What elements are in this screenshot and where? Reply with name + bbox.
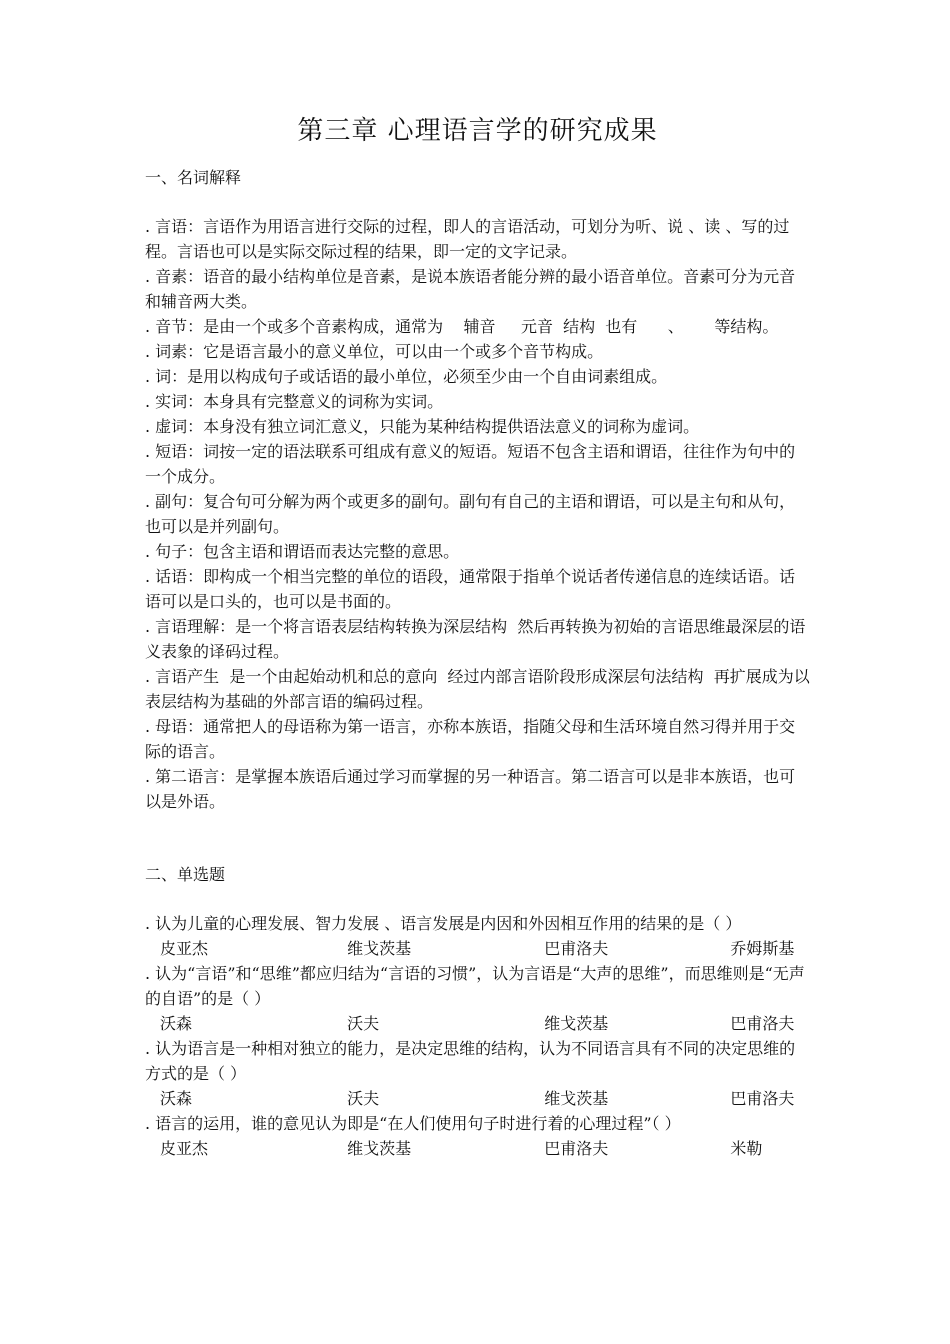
- option-d: 巴甫洛夫: [730, 1014, 795, 1033]
- definition-item: [145, 214, 810, 264]
- option-a: 沃森: [160, 1089, 193, 1108]
- option-a: 皮亚杰: [160, 939, 209, 958]
- definition-item: [145, 439, 810, 489]
- definition-item: [145, 664, 810, 714]
- page-title: 第三章 心理语言学的研究成果: [297, 116, 658, 146]
- definition-item: [145, 614, 810, 664]
- question-stem: . 认为儿童的心理发展、智力发展 、语言发展是内因和外因相互作用的结果的是（ ）: [145, 914, 742, 933]
- question-options: [145, 1011, 810, 1036]
- definition-text: . 虚词：本身没有独立词汇意义，只能为某种结构提供语法意义的词称为虚词。: [145, 417, 700, 436]
- definition-text: . 母语：通常把人的母语称为第一语言，亦称本族语，指随父母和生活环境自然习得并用于交际的语言。: [145, 717, 796, 761]
- questions-list: [145, 911, 810, 1161]
- question-options: [145, 1136, 810, 1161]
- option-a: 沃森: [160, 1014, 193, 1033]
- section-heading-definitions: 一、名词解释: [145, 168, 242, 187]
- definition-text: . 言语：言语作为用语言进行交际的过程，即人的言语活动，可划分为听、说 、读 、写的过程。言语也可以是实际交际过程的结果，即一定的文字记录。: [145, 217, 790, 261]
- option-c: 维戈茨基: [544, 1089, 609, 1108]
- definition-item: [145, 314, 810, 339]
- option-b: 沃夫: [347, 1089, 380, 1108]
- question-item: [145, 1036, 810, 1111]
- definition-item: [145, 364, 810, 389]
- definition-text: . 音素：语音的最小结构单位是音素，是说本族语者能分辨的最小语音单位。音素可分为元音和辅音两大类。: [145, 267, 796, 311]
- definition-item: [145, 339, 810, 364]
- definition-text: . 实词：本身具有完整意义的词称为实词。: [145, 392, 444, 411]
- definition-text: . 言语理解：是一个将言语表层结构转换为深层结构 然后再转换为初始的言语思维最深层的语义表象的译码过程。: [145, 617, 806, 661]
- definition-text: . 句子：包含主语和谓语而表达完整的意思。: [145, 542, 460, 561]
- definition-text: . 词：是用以构成句子或话语的最小单位，必须至少由一个自由词素组成。: [145, 367, 668, 386]
- question-options: [145, 936, 810, 961]
- definition-text: . 短语：词按一定的语法联系可组成有意义的短语。短语不包含主语和谓语，往往作为句中的一个成分。: [145, 442, 796, 486]
- definition-item: [145, 539, 810, 564]
- question-stem: . 认为语言是一种相对独立的能力，是决定思维的结构，认为不同语言具有不同的决定思维的方式的是（ ）: [145, 1039, 796, 1083]
- question-options: [145, 1086, 810, 1111]
- definition-text: . 副句：复合句可分解为两个或更多的副句。副句有自己的主语和谓语，可以是主句和从句，也可以是并列副句。: [145, 492, 796, 536]
- definition-text: . 词素：它是语言最小的意义单位，可以由一个或多个音节构成。: [145, 342, 604, 361]
- definition-item: [145, 489, 810, 539]
- definition-text: . 话语：即构成一个相当完整的单位的语段，通常限于指单个说话者传递信息的连续话语。话语可以是口头的，也可以是书面的。: [145, 567, 796, 611]
- definition-text: . 第二语言：是掌握本族语后通过学习而掌握的另一种语言。第二语言可以是非本族语，也可以是外语。: [145, 767, 796, 811]
- option-b: 维戈茨基: [347, 939, 412, 958]
- option-d: 乔姆斯基: [730, 939, 795, 958]
- option-c: 维戈茨基: [544, 1014, 609, 1033]
- option-d: 巴甫洛夫: [730, 1089, 795, 1108]
- definition-item: [145, 714, 810, 764]
- definition-item: [145, 564, 810, 614]
- option-c: 巴甫洛夫: [544, 939, 609, 958]
- question-item: [145, 911, 810, 961]
- question-stem: . 语言的运用，谁的意见认为即是“在人们使用句子时进行着的心理过程”（ ）: [145, 1114, 681, 1133]
- definition-item: [145, 389, 810, 414]
- definition-item: [145, 414, 810, 439]
- definition-item: [145, 264, 810, 314]
- option-a: 皮亚杰: [160, 1139, 209, 1158]
- definition-text: . 音节：是由一个或多个音素构成，通常为 辅音 元音 结构 也有 、 等结构。: [145, 317, 779, 336]
- question-item: [145, 1111, 810, 1161]
- definition-item: [145, 764, 810, 814]
- question-item: [145, 961, 810, 1036]
- question-stem: . 认为“言语”和“思维”都应归结为“言语的习惯”，认为言语是“大声的思维”，而思维则是“无声的自语”的是（ ）: [145, 964, 805, 1008]
- option-b: 维戈茨基: [347, 1139, 412, 1158]
- definition-text: . 言语产生 是一个由起始动机和总的意向 经过内部言语阶段形成深层句法结构 再扩展成为以表层结构为基础的外部言语的编码过程。: [145, 667, 810, 711]
- option-c: 巴甫洛夫: [544, 1139, 609, 1158]
- option-d: 米勒: [730, 1139, 763, 1158]
- section-heading-single-choice: 二、单选题: [145, 865, 226, 884]
- definitions-list: [145, 214, 810, 814]
- option-b: 沃夫: [347, 1014, 380, 1033]
